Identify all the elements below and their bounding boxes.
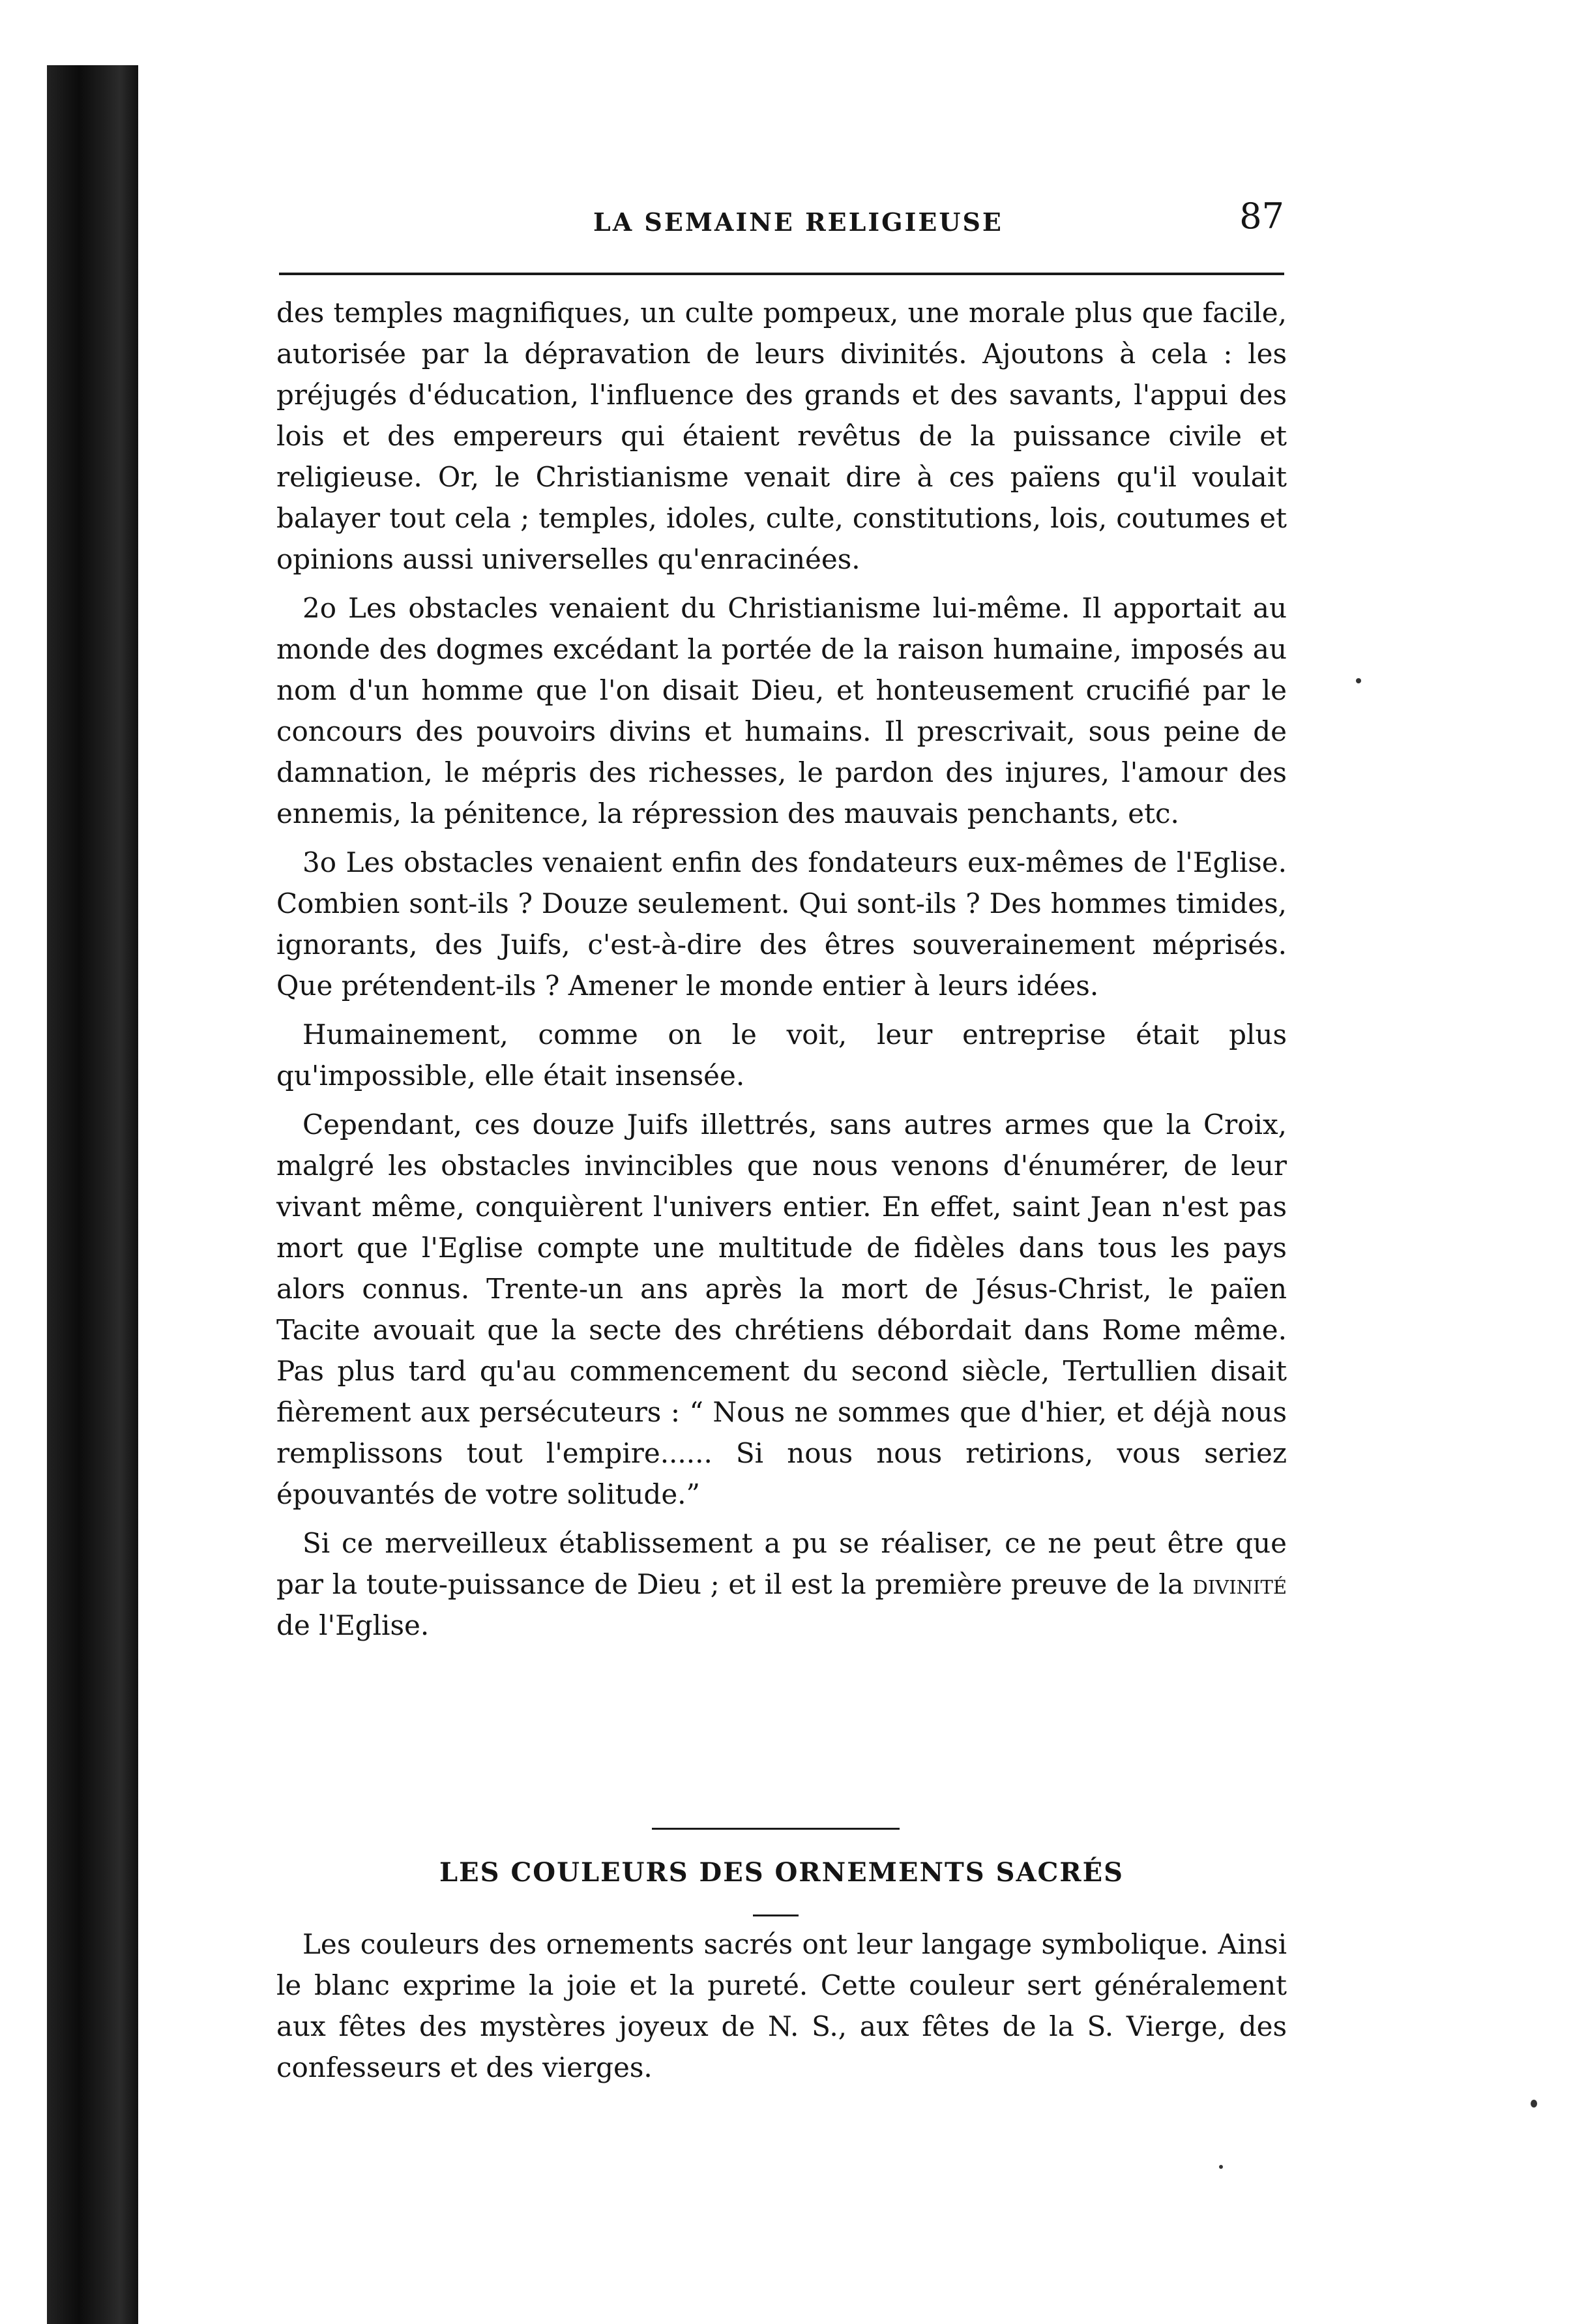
section-divider <box>652 1828 900 1830</box>
print-speck <box>1531 2100 1537 2108</box>
running-title: LA SEMAINE RELIGIEUSE <box>593 207 1003 237</box>
paragraph-humainement: Humainement, comme on le voit, leur entreprise était plus qu'impossible, elle était insensée. <box>276 1019 1287 1092</box>
conclusion-text: Si ce merveilleux établissement a pu se réaliser, ce ne peut être que par la toute-puissance de Dieu ; et il est la première preuve de la <box>276 1527 1287 1600</box>
paragraph-conclusion <box>276 1523 1287 1646</box>
page-number: 87 <box>1239 196 1284 237</box>
section-body <box>276 1924 1287 2088</box>
book-binding-edge <box>47 65 138 2324</box>
paragraph-colors: Les couleurs des ornements sacrés ont leur langage symbolique. Ainsi le blanc exprime la joie et la pureté. Cette couleur sert généralement aux fêtes des mystères joyeux de N. S., aux fêtes de la S. Vierge, des confesseurs et des vierges. <box>276 1928 1287 2083</box>
conclusion-end: de l'Eglise. <box>276 1609 430 1641</box>
heading-dash <box>753 1914 799 1916</box>
print-speck <box>1356 678 1361 683</box>
section-heading: LES COULEURS DES ORNEMENTS SACRÉS <box>439 1857 1124 1888</box>
page-header <box>274 196 1291 274</box>
divinite-smallcaps: divinité <box>1192 1568 1287 1600</box>
article-body <box>276 292 1287 1654</box>
header-rule <box>279 273 1284 275</box>
paragraph-second-obstacle: 2o Les obstacles venaient du Christianisme lui-même. Il apportait au monde des dogmes excédant la portée de la raison humaine, imposés au nom d'un homme que l'on disait Dieu, et honteusement crucifié par le concours des pouvoirs divins et humains. Il prescrivait, sous peine de damnation, le mépris des richesses, le pardon des injures, l'amour des ennemis, la pénitence, la répression des mauvais penchants, etc. <box>276 592 1287 829</box>
paragraph-cependant: Cependant, ces douze Juifs illettrés, sans autres armes que la Croix, malgré les obstacles invincibles que nous venons d'énumérer, de leur vivant même, conquièrent l'univers entier. En effet, saint Jean n'est pas mort que l'Eglise compte une multitude de fidèles dans tous les pays alors connus. Trente-un ans après la mort de Jésus-Christ, le païen Tacite avouait que la secte des chrétiens débordait dans Rome même. Pas plus tard qu'au commencement du second siècle, Tertullien disait fièrement aux persécuteurs : “ Nous ne sommes que d'hier, et déjà nous remplissons tout l'empire...... Si nous nous retirions, vous seriez épouvantés de votre solitude.” <box>276 1109 1287 1510</box>
paragraph-continuation: des temples magnifiques, un culte pompeux, une morale plus que facile, autorisée par la dépravation de leurs divinités. Ajoutons à cela : les préjugés d'éducation, l'influence des grands et des savants, l'appui des lois et des empereurs qui étaient revêtus de la puissance civile et religieuse. Or, le Christianisme venait dire à ces païens qu'il voulait balayer tout cela ; temples, idoles, culte, constitutions, lois, coutumes et opinions aussi universelles qu'enracinées. <box>276 297 1287 575</box>
print-speck <box>1219 2165 1223 2169</box>
paragraph-third-obstacle: 3o Les obstacles venaient enfin des fondateurs eux-mêmes de l'Eglise. Combien sont-ils ? Douze seulement. Qui sont-ils ? Des hommes timides, ignorants, des Juifs, c'est-à-dire des êtres souverainement méprisés. Que prétendent-ils ? Amener le monde entier à leurs idées. <box>276 846 1287 1002</box>
